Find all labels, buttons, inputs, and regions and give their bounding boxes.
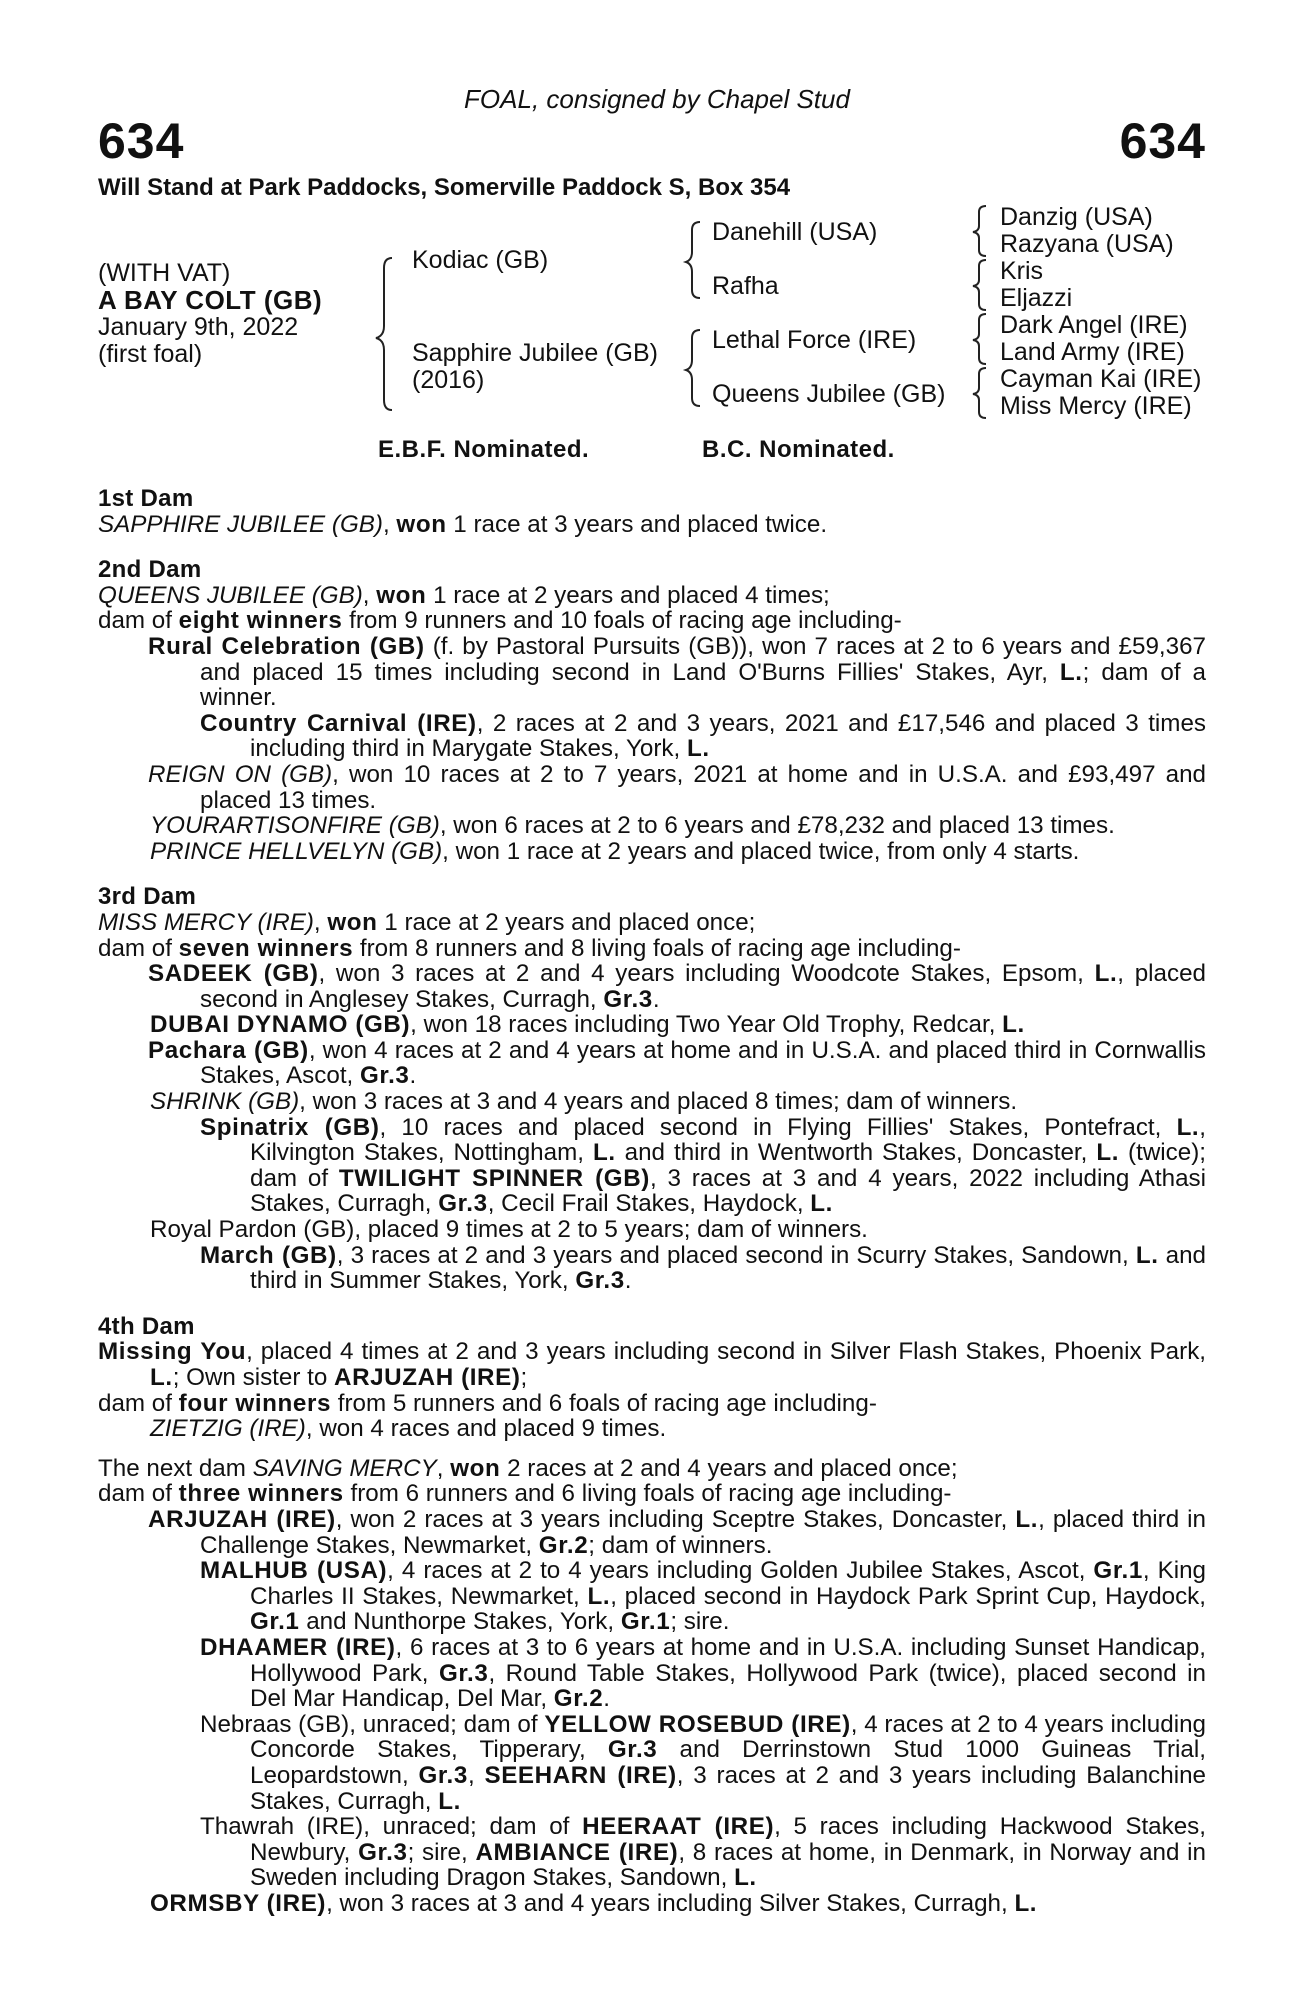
produce-march: March (GB), 3 races at 2 and 3 years and placed second in Scurry Stakes, Sandown, L. and third in Summer Stakes, York, Gr.3.: [200, 1241, 1207, 1295]
produce-sadeek: SADEEK (GB), won 3 races at 2 and 4 years including Woodcote Stakes, Epsom, L., placed second in Anglesey Stakes, Curragh, Gr.3.: [148, 960, 1207, 1013]
ds-sire: Dark Angel (IRE): [1000, 311, 1188, 339]
consignor-line: FOAL, consigned by Chapel Stud: [464, 84, 850, 114]
dd-dam: Miss Mercy (IRE): [1000, 392, 1192, 420]
stand-location: Will Stand at Park Paddocks, Somerville Paddock S, Box 354: [98, 174, 791, 201]
fourth-dam-produce-summary: dam of four winners from 5 runners and 6 foals of racing age including-: [98, 1389, 877, 1417]
produce-arjuzah: ARJUZAH (IRE), won 2 races at 3 years including Sceptre Stakes, Doncaster, L., placed third in Challenge Stakes, Newmarket, Gr.2; dam of winners.: [148, 1505, 1206, 1559]
second-dam-entry: QUEENS JUBILEE (GB), won 1 race at 2 years and placed 4 times;: [98, 581, 830, 609]
first-dam-heading: 1st Dam: [98, 485, 194, 512]
produce-country-carnival: Country Carnival (IRE), 2 races at 2 and 3 years, 2021 and £17,546 and placed 3 times including third in Marygate Stakes, York, L.: [200, 709, 1206, 763]
produce-zietzig: ZIETZIG (IRE), won 4 races and placed 9 times.: [150, 1415, 667, 1443]
third-dam-heading: 3rd Dam: [98, 883, 197, 911]
dam-sire: Lethal Force (IRE): [712, 326, 917, 354]
dd-sire: Cayman Kai (IRE): [1000, 365, 1202, 393]
third-dam-entry: MISS MERCY (IRE), won 1 race at 2 years and placed once;: [98, 908, 756, 936]
horse-name: A BAY COLT (GB): [98, 285, 323, 315]
fourth-dam-entry: Missing You, placed 4 times at 2 and 3 years including second in Silver Flash Stakes, Phoenix Park, L.; Own sister to ARJUZAH (IRE);: [98, 1338, 1207, 1391]
sd-dam: Eljazzi: [1000, 284, 1073, 312]
ebf-nomination: E.B.F. Nominated.: [378, 436, 590, 463]
produce-pachara: Pachara (GB), won 4 races at 2 and 4 years at home and in U.S.A. and placed third in Cornwallis Stakes, Ascot, Gr.3.: [148, 1036, 1206, 1090]
next-dam-entry: The next dam SAVING MERCY, won 2 races at 2 and 4 years and placed once;: [98, 1454, 958, 1482]
sire-name: Kodiac (GB): [412, 246, 549, 274]
vat-label: (WITH VAT): [98, 259, 231, 287]
ss-dam: Razyana (USA): [1000, 230, 1174, 258]
dam-name: Sapphire Jubilee (GB): [412, 339, 658, 367]
produce-malhub: MALHUB (USA), 4 races at 2 to 4 years including Golden Jubilee Stakes, Ascot, Gr.1, King Charles II Stakes, Newmarket, L., placed second in Haydock Park Sprint Cup, Haydock, Gr.1 and Nunthorpe Stakes, York, Gr.1; sire.: [200, 1557, 1207, 1636]
produce-royal-pardon: Royal Pardon (GB), placed 9 times at 2 to 5 years; dam of winners.: [150, 1216, 868, 1244]
ds-dam: Land Army (IRE): [1000, 338, 1185, 366]
second-dam-heading: 2nd Dam: [98, 556, 202, 584]
catalogue-body: [98, 486, 1206, 1916]
produce-thawrah: Thawrah (IRE), unraced; dam of HEERAAT (IRE), 5 races including Hackwood Stakes, Newbury, Gr.3; sire, AMBIANCE (IRE), 8 races at home, in Denmark, in Norway and in Sweden including Dragon Stakes, Sandown, L.: [200, 1813, 1206, 1892]
produce-prince-hellvelyn: PRINCE HELLVELYN (GB), won 1 race at 2 years and placed twice, from only 4 starts.: [150, 837, 1080, 865]
second-dam-produce-summary: dam of eight winners from 9 runners and 10 foals of racing age including-: [98, 607, 902, 635]
produce-dhaamer: DHAAMER (IRE), 6 races at 3 to 6 years at home and in U.S.A. including Sunset Handicap, Hollywood Park, Gr.3, Round Table Stakes, Hollywood Park (twice), placed second in Del Mar Handicap, Del Mar, Gr.2.: [200, 1633, 1206, 1713]
dam-dam: Queens Jubilee (GB): [712, 380, 946, 408]
sd-sire: Kris: [1000, 257, 1044, 285]
produce-ormsby: ORMSBY (IRE), won 3 races at 3 and 4 years including Silver Stakes, Curragh, L.: [150, 1889, 1038, 1917]
bc-nomination: B.C. Nominated.: [702, 436, 895, 463]
foal-note: (first foal): [98, 340, 203, 368]
lot-number-right: 634: [1119, 113, 1206, 169]
third-dam-produce-summary: dam of seven winners from 8 runners and 8 living foals of racing age including-: [98, 934, 961, 962]
produce-rural-celebration: Rural Celebration (GB) (f. by Pastoral Pursuits (GB)), won 7 races at 2 to 6 years and £59,367 and placed 15 times including second in Land O'Burns Fillies' Stakes, Ayr, L.; dam of a winner.: [148, 632, 1206, 712]
sire-dam: Rafha: [712, 272, 779, 300]
ss-sire: Danzig (USA): [1000, 203, 1153, 231]
next-dam-produce-summary: dam of three winners from 6 runners and 6 living foals of racing age including-: [98, 1480, 952, 1508]
lot-number-left: 634: [98, 113, 185, 169]
dam-year: (2016): [412, 366, 485, 394]
date-of-birth: January 9th, 2022: [98, 313, 299, 341]
first-dam-entry: SAPPHIRE JUBILEE (GB), won 1 race at 3 years and placed twice.: [98, 510, 828, 538]
produce-shrink: SHRINK (GB), won 3 races at 3 and 4 years and placed 8 times; dam of winners.: [150, 1088, 1018, 1116]
produce-yourartisonfire: YOURARTISONFIRE (GB), won 6 races at 2 to 6 years and £78,232 and placed 13 times.: [150, 812, 1115, 840]
produce-nebraas: Nebraas (GB), unraced; dam of YELLOW ROSEBUD (IRE), 4 races at 2 to 4 years including Concorde Stakes, Tipperary, Gr.3 and Derrinstown Stud 1000 Guineas Trial, Leopardstown, Gr.3, SEEHARN (IRE), 3 races at 2 and 3 years including Balanchine Stakes, Curragh, L.: [200, 1710, 1206, 1815]
fourth-dam-heading: 4th Dam: [98, 1312, 195, 1340]
produce-dubai-dynamo: DUBAI DYNAMO (GB), won 18 races including Two Year Old Trophy, Redcar, L.: [150, 1011, 1025, 1039]
sire-sire: Danehill (USA): [712, 218, 878, 246]
produce-reign-on: REIGN ON (GB), won 10 races at 2 to 7 years, 2021 at home and in U.S.A. and £93,497 and placed 13 times.: [148, 760, 1206, 814]
produce-spinatrix: Spinatrix (GB), 10 races and placed second in Flying Fillies' Stakes, Pontefract, L., Kilvington Stakes, Nottingham, L. and third in Wentworth Stakes, Doncaster, L. (twice); dam of TWILIGHT SPINNER (GB), 3 races at 3 and 4 years, 2022 including Athasi Stakes, Curragh, Gr.3, Cecil Frail Stakes, Haydock, L.: [200, 1113, 1206, 1218]
